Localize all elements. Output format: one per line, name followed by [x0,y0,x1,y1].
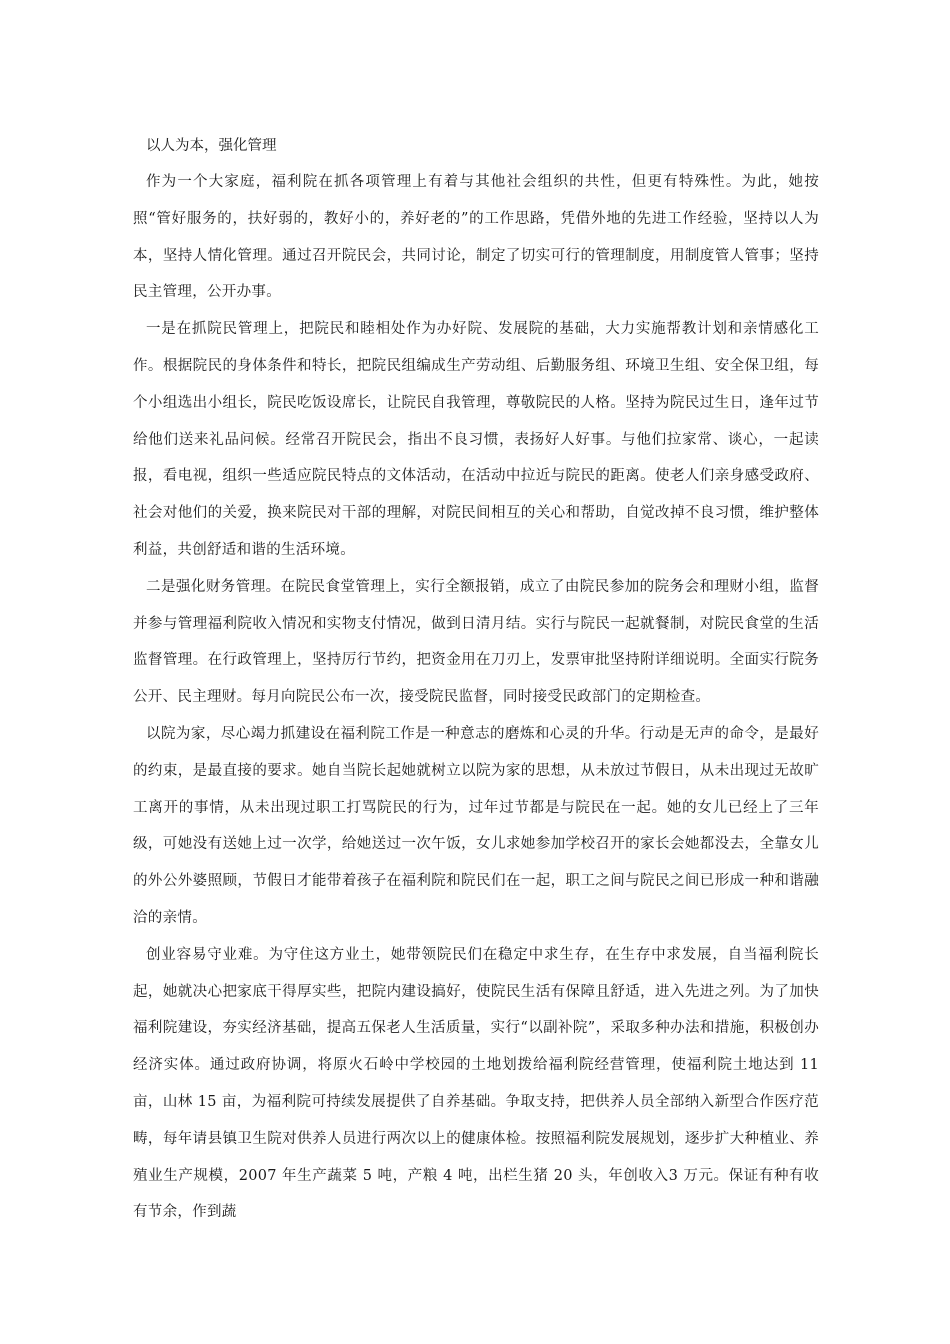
paragraph-intro: 作为一个大家庭，福利院在抓各项管理上有着与其他社会组织的共性，但更有特殊性。为此，她按照“管好服务的，扶好弱的，教好小的，养好老的”的工作思路，凭借外地的先进工作经验，坚持以人为本，坚持人情化管理。通过召开院民会，共同讨论，制定了切实可行的管理制度，用制度管人管事；坚持民主管理，公开办事。 [133,174,819,301]
paragraph-financial-management: 二是强化财务管理。在院民食堂管理上，实行全额报销，成立了由院民参加的院务会和理财小组，监督并参与管理福利院收入情况和实物支付情况，做到日清月结。实行与院民一起就餐制，对院民食堂的生活监督管理。在行政管理上，坚持厉行节约，把资金用在刀刃上，发票审批坚持附详细说明。全面实行院务公开、民主理财。每月向院民公布一次，接受院民监督，同时接受民政部门的定期检查。 [133,578,819,706]
section-heading: 以人为本，强化管理 [146,138,277,154]
document-page [133,128,819,1231]
paragraph-enterprise-development: 创业容易守业难。为守住这方业土，她带领院民们在稳定中求生存，在生存中求发展，自当福利院长起，她就决心把家底干得厚实些，把院内建设搞好，使院民生活有保障且舒适，进入先进之列。为了加快福利院建设，夯实经济基础，提高五保老人生活质量，实行“以副补院”，采取多种办法和措施，积极创办经济实体。通过政府协调，将原火石岭中学校园的土地划拨给福利院经营管理，使福利院土地达到 11 亩，山林 15 亩，为福利院可持续发展提供了自养基础。争取支持，把供养人员全部纳入新型合作医疗范畴，每年请县镇卫生院对供养人员进行两次以上的健康体检。按照福利院发展规划，逐步扩大种植业、养殖业生产规模，2007 年生产蔬菜 5 吨，产粮 4 吨，出栏生猪 20 头，年创收入3 万元。保证有种有收有节余，作到蔬 [133,946,819,1221]
paragraph-resident-management: 一是在抓院民管理上，把院民和睦相处作为办好院、发展院的基础，大力实施帮教计划和亲情感化工作。根据院民的身体条件和特长，把院民组编成生产劳动组、后勤服务组、环境卫生组、安全保卫组，每个小组选出小组长，院民吃饭设席长，让院民自我管理，尊敬院民的人格。坚持为院民过生日，逢年过节给他们送来礼品问候。经常召开院民会，指出不良习惯，表扬好人好事。与他们拉家常、谈心，一起读报，看电视，组织一些适应院民特点的文体活动，在活动中拉近与院民的距离。使老人们亲身感受政府、社会对他们的关爱，换来院民对干部的理解，对院民间相互的关心和帮助，自觉改掉不良习惯，维护整体利益，共创舒适和谐的生活环境。 [133,321,819,558]
paragraph-home-dedication: 以院为家，尽心竭力抓建设在福利院工作是一种意志的磨炼和心灵的升华。行动是无声的命令，是最好的约束，是最直接的要求。她自当院长起她就树立以院为家的思想，从未放过节假日，从未出现过无故旷工离开的事情，从未出现过职工打骂院民的行为，过年过节都是与院民在一起。她的女儿已经上了三年级，可她没有送她上过一次学，给她送过一次午饭，女儿求她参加学校召开的家长会她都没去，全靠女儿的外公外婆照顾，节假日才能带着孩子在福利院和院民们在一起，职工之间与院民之间已形成一种和谐融洽的亲情。 [133,725,819,926]
